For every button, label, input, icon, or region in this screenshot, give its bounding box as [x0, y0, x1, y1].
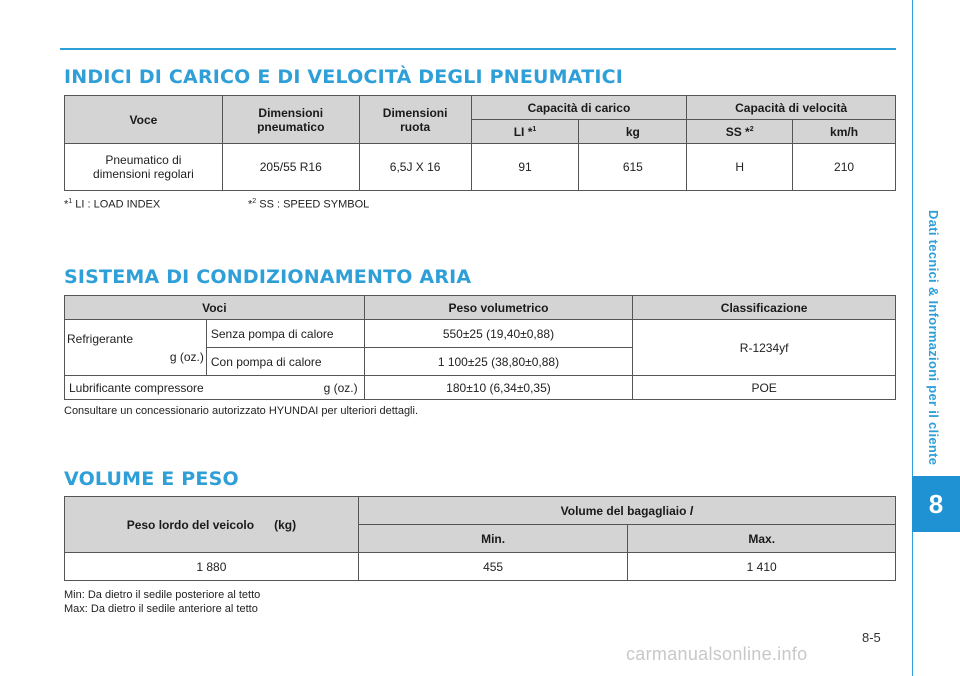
volume-weight-table	[64, 496, 896, 581]
header-wheel-size: Dimensioni ruota	[359, 96, 471, 144]
header-peso: Peso volumetrico	[364, 296, 633, 320]
watermark: carmanualsonline.info	[626, 644, 808, 664]
header-kmh: km/h	[793, 120, 896, 144]
header-rule	[60, 48, 896, 50]
cell-refrigerant-class: R-1234yf	[633, 320, 896, 376]
cell-kmh: 210	[793, 144, 896, 191]
cell-refrigerant: Refrigerante g (oz.)	[65, 320, 207, 376]
cell-tyre-size: 205/55 R16	[222, 144, 359, 191]
footnote-ss: *$^2$ SS : SPEED SYMBOL	[248, 198, 370, 211]
cell-refrigerant-type-2: Con pompa di calore	[206, 348, 364, 376]
header-tyre-size: Dimensioni pneumatico	[222, 96, 359, 144]
header-luggage-volume: Volume del bagagliaio l	[358, 497, 895, 525]
page-number: 8-5	[862, 630, 881, 645]
chapter-number-tab[interactable]: 8	[912, 476, 960, 532]
header-class: Classificazione	[633, 296, 896, 320]
side-rule	[912, 0, 913, 676]
table-row	[65, 320, 896, 348]
cell-ss: H	[687, 144, 793, 191]
cell-wheel-size: 6,5J X 16	[359, 144, 471, 191]
note-min: Min: Da dietro il sedile posteriore al tetto	[64, 589, 261, 601]
header-kg: kg	[579, 120, 687, 144]
cell-lubricant: Lubrificante compressore g (oz.)	[65, 376, 365, 400]
header-min: Min.	[358, 525, 628, 553]
cell-volume-max: 1 410	[628, 553, 896, 581]
footnote-li: *$^1$ LI : LOAD INDEX	[64, 198, 161, 211]
cell-gross-weight: 1 880	[65, 553, 359, 581]
cell-lubricant-class: POE	[633, 376, 896, 400]
chapter-title: Dati tecnici & Informazioni per il cliente	[926, 210, 941, 466]
header-ss: SS *$^2$	[687, 120, 793, 144]
tyre-index-table	[64, 95, 896, 191]
aircon-note: Consultare un concessionario autorizzato HYUNDAI per ulteriori dettagli.	[64, 405, 419, 417]
cell-refrigerant-type-1: Senza pompa di calore	[206, 320, 364, 348]
header-gross-weight: Peso lordo del veicolo (kg)	[65, 497, 359, 553]
section-title-volume: VOLUME E PESO	[64, 468, 239, 490]
cell-li: 91	[471, 144, 579, 191]
header-li: LI *$^1$	[471, 120, 579, 144]
cell-refrigerant-value-1: 550±25 (19,40±0,88)	[364, 320, 633, 348]
header-voci: Voci	[65, 296, 365, 320]
cell-lubricant-value: 180±10 (6,34±0,35)	[364, 376, 633, 400]
cell-volume-min: 455	[358, 553, 628, 581]
table-row	[65, 144, 896, 191]
aircon-table	[64, 295, 896, 400]
table-row	[65, 553, 896, 581]
table-row	[65, 376, 896, 400]
section-title-aircon: SISTEMA DI CONDIZIONAMENTO ARIA	[64, 266, 472, 288]
header-speed-capacity: Capacità di velocità	[687, 96, 896, 120]
header-voce: Voce	[65, 96, 223, 144]
header-load-capacity: Capacità di carico	[471, 96, 687, 120]
cell-voce: Pneumatico di dimensioni regolari	[65, 144, 223, 191]
header-max: Max.	[628, 525, 896, 553]
cell-kg: 615	[579, 144, 687, 191]
section-title-tyres: INDICI DI CARICO E DI VELOCITÀ DEGLI PNEUMATICI	[64, 66, 624, 88]
note-max: Max: Da dietro il sedile anteriore al tetto	[64, 603, 258, 615]
cell-refrigerant-value-2: 1 100±25 (38,80±0,88)	[364, 348, 633, 376]
